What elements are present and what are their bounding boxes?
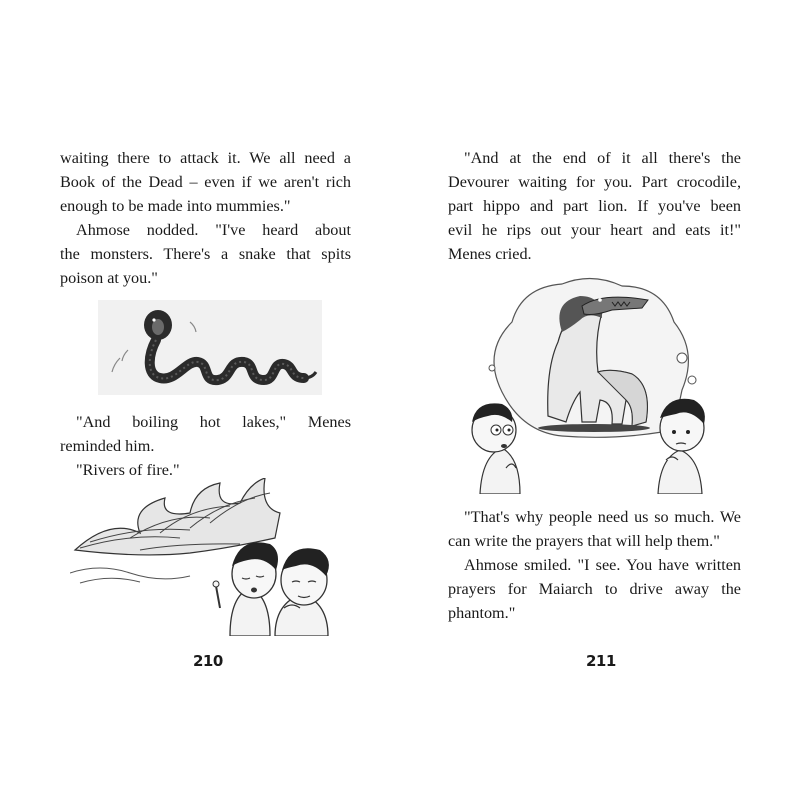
text-line: evil he rips out your heart and eats it!"	[448, 221, 741, 239]
paragraph	[60, 410, 351, 458]
text-line: "And boiling hot lakes," Menes	[76, 413, 351, 431]
text-line: Ahmose smiled. "I see. You have written	[464, 556, 741, 574]
text-line: "And at the end of it all there's the	[464, 149, 741, 167]
text-line: part hippo and part lion. If you've been	[448, 197, 741, 215]
right-page	[400, 0, 800, 800]
page-number: 210	[193, 652, 223, 670]
cobra-illustration	[98, 300, 322, 395]
text-line: poison at you."	[60, 269, 158, 287]
text-line: Menes cried.	[448, 245, 532, 263]
text-line: the monsters. There's a snake that spits	[60, 245, 351, 263]
fire-rivers-illustration	[70, 478, 360, 636]
text-line: enough to be made into mummies."	[60, 197, 291, 215]
text-line: reminded him.	[60, 437, 155, 455]
text-line: "That's why people need us so much. We	[464, 508, 741, 526]
text-line: waiting there to attack it. We all need a	[60, 149, 351, 167]
paragraph	[60, 146, 351, 218]
paragraph	[60, 218, 351, 290]
paragraph	[448, 553, 741, 625]
page-number: 211	[586, 652, 616, 670]
text-line: Ahmose nodded. "I've heard about	[76, 221, 351, 239]
devourer-illustration	[462, 272, 712, 494]
text-line: Devourer waiting for you. Part crocodile,	[448, 173, 741, 191]
text-line: prayers for Maiarch to drive away the	[448, 580, 741, 598]
text-line: Book of the Dead – even if we aren't rich	[60, 173, 351, 191]
text-line: phantom."	[448, 604, 516, 622]
text-line: "Rivers of fire."	[76, 461, 180, 479]
paragraph	[448, 505, 741, 553]
text-line: can write the prayers that will help them."	[448, 532, 720, 550]
paragraph	[448, 146, 741, 266]
